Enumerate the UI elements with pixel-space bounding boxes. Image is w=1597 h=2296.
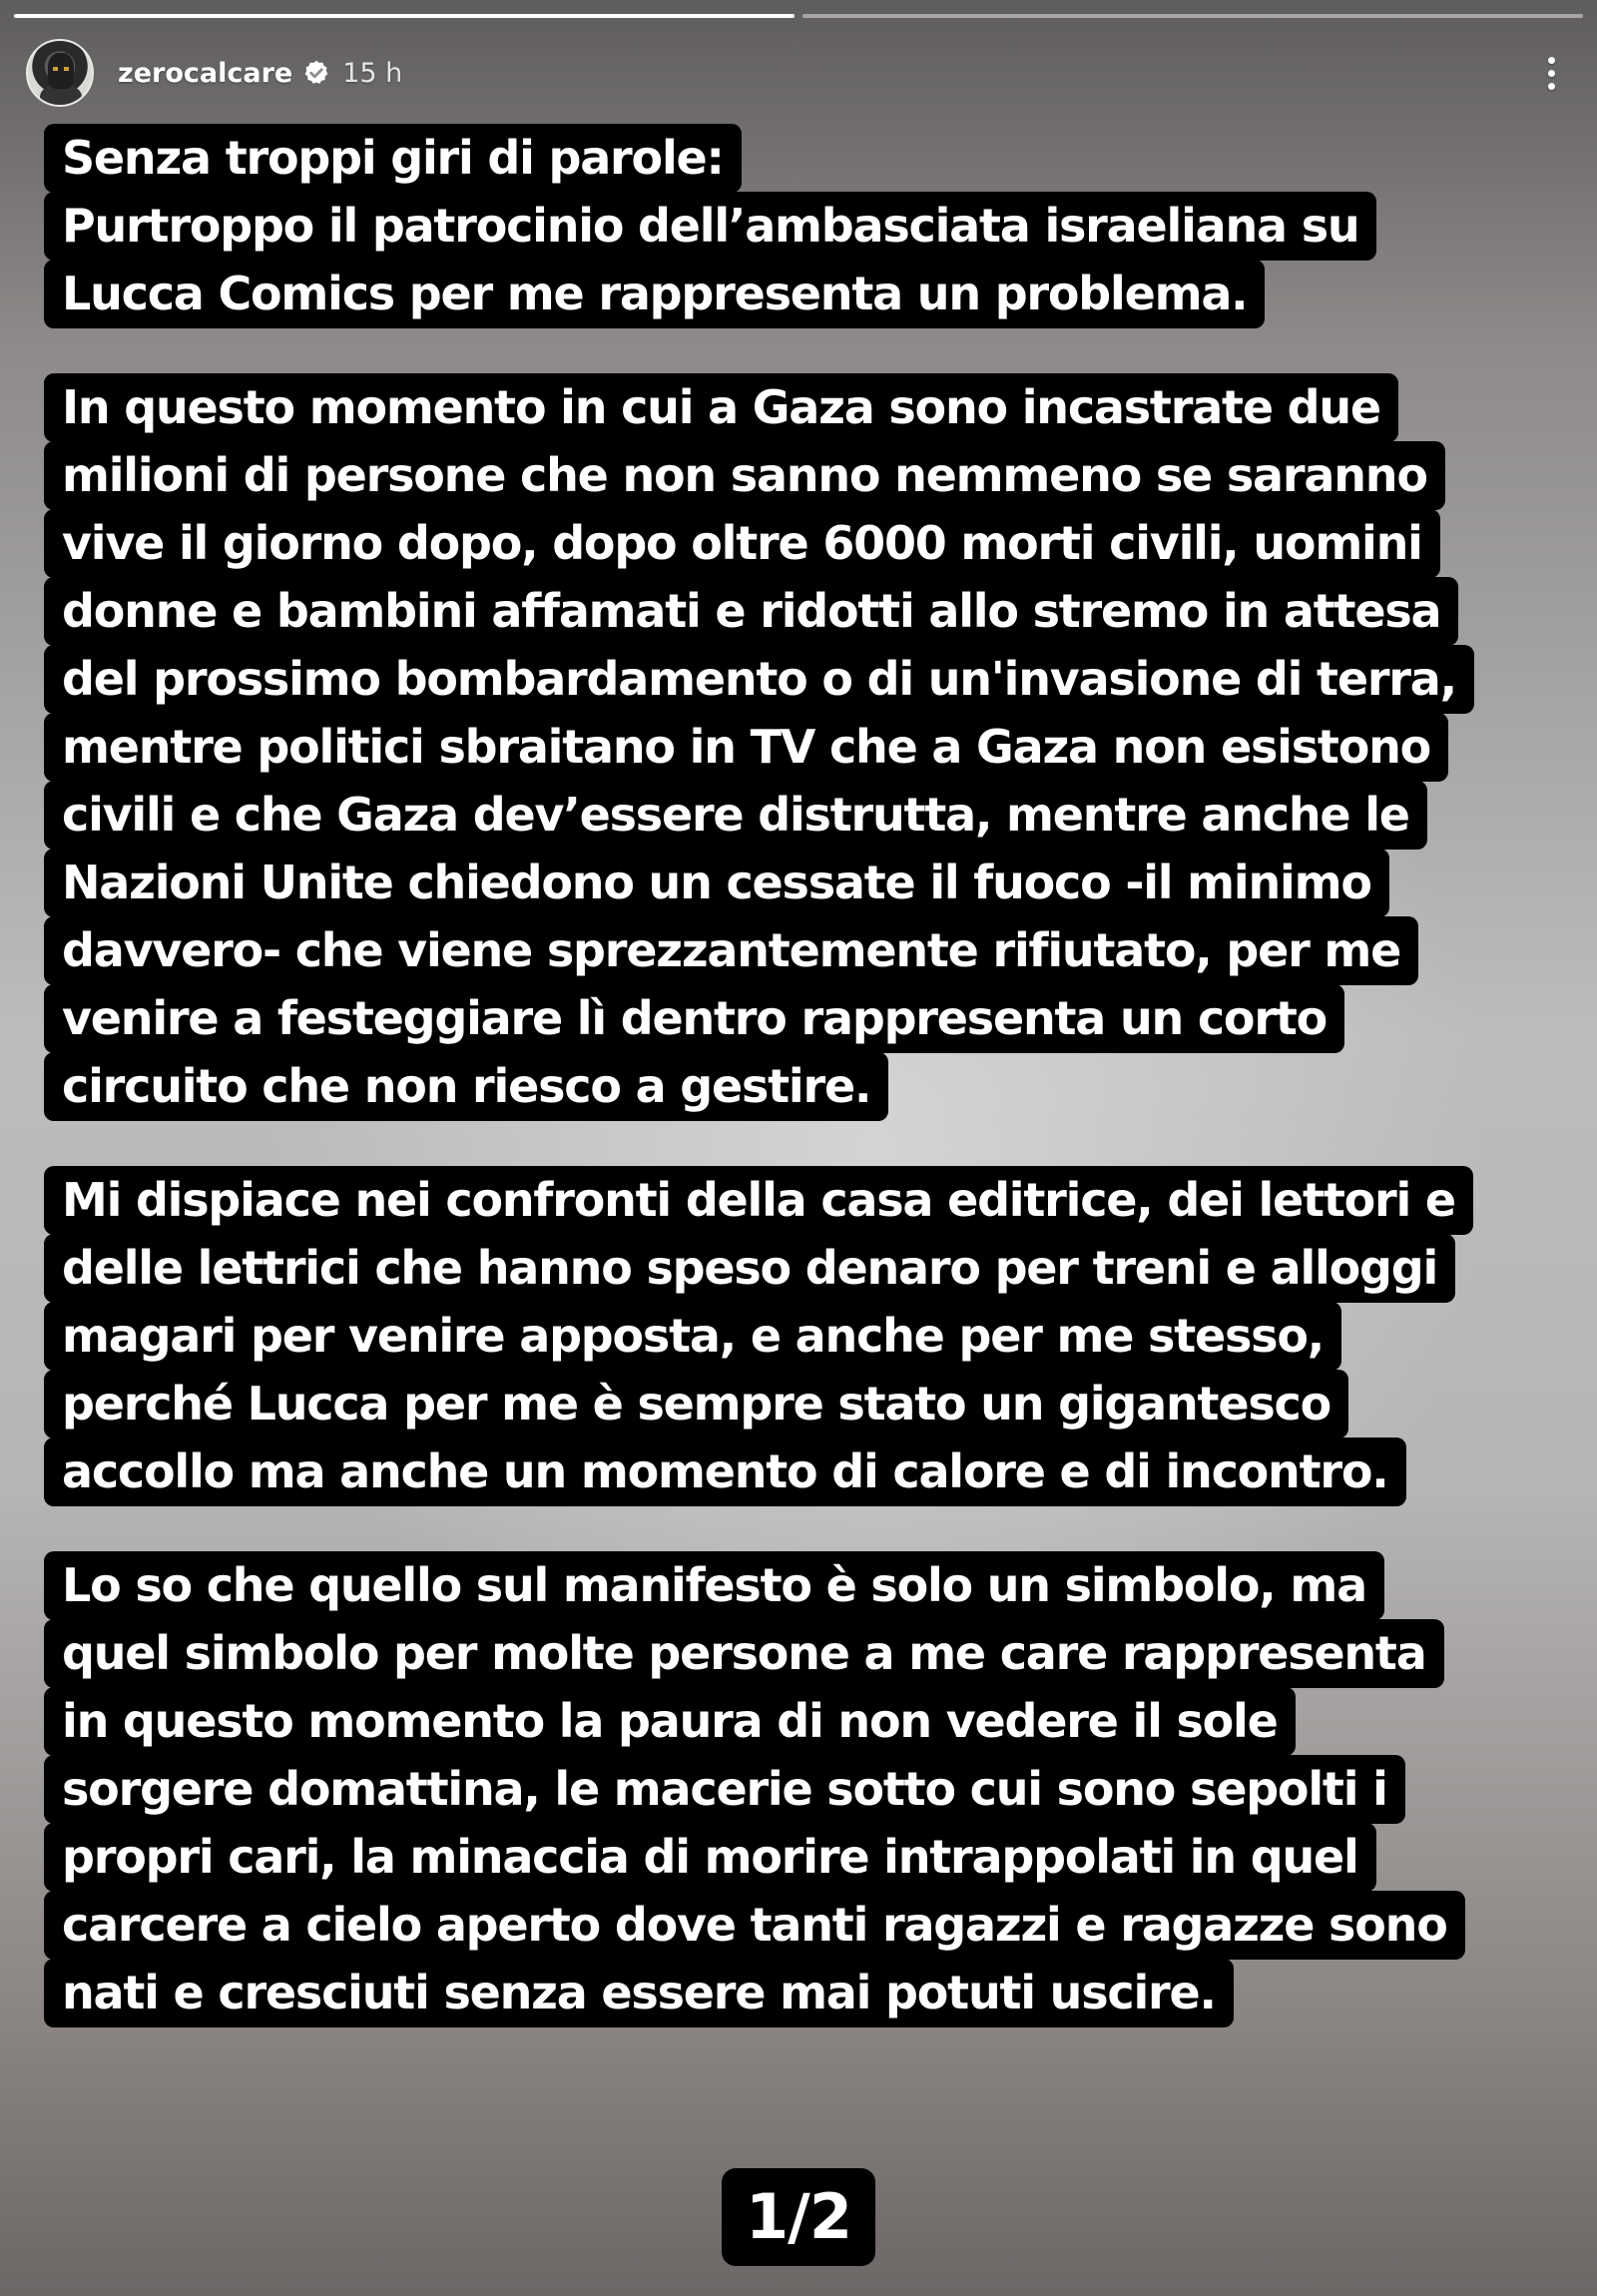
text-line: davvero- che viene sprezzantemente rifiutato, per me xyxy=(44,916,1418,985)
text-line: mentre politici sbraitano in TV che a Gaza non esistono xyxy=(44,713,1448,782)
text-line: del prossimo bombardamento o di un'invasione di terra, xyxy=(44,645,1474,714)
paragraph xyxy=(44,373,1561,1121)
text-line: Purtroppo il patrocinio dell’ambasciata israeliana su xyxy=(44,192,1376,261)
text-line: donne e bambini affamati e ridotti allo stremo in attesa xyxy=(44,577,1458,646)
text-line: Lo so che quello sul manifesto è solo un simbolo, ma xyxy=(44,1551,1384,1620)
text-line: Mi dispiace nei confronti della casa editrice, dei lettori e xyxy=(44,1166,1473,1235)
avatar-figure-head xyxy=(48,53,74,89)
paragraph xyxy=(44,1551,1561,2027)
text-line: Lucca Comics per me rappresenta un problema. xyxy=(44,260,1265,328)
text-line: accollo ma anche un momento di calore e di incontro. xyxy=(44,1437,1406,1506)
progress-segment xyxy=(14,14,795,18)
username[interactable]: zerocalcare xyxy=(118,57,293,89)
text-line: perché Lucca per me è sempre stato un gigantesco xyxy=(44,1370,1348,1438)
more-vertical-icon-dot xyxy=(1548,83,1555,90)
text-line: sorgere domattina, le macerie sotto cui sono sepolti i xyxy=(44,1755,1405,1824)
more-options-button[interactable] xyxy=(1531,43,1571,103)
paragraph xyxy=(44,1166,1561,1506)
story-progress-bar xyxy=(14,14,1583,19)
text-line: carcere a cielo aperto dove tanti ragazzi e ragazze sono xyxy=(44,1891,1465,1960)
more-vertical-icon xyxy=(1548,57,1555,64)
text-line: vive il giorno dopo, dopo oltre 6000 morti civili, uomini xyxy=(44,509,1440,578)
paragraph xyxy=(44,124,1561,328)
page-counter: 1/2 xyxy=(722,2168,875,2266)
text-line: civili e che Gaza dev’essere distrutta, mentre anche le xyxy=(44,781,1427,850)
text-line: in questo momento la paura di non vedere il sole xyxy=(44,1687,1296,1756)
text-line: Nazioni Unite chiedono un cessate il fuoco -il minimo xyxy=(44,849,1389,917)
text-line: magari per venire apposta, e anche per me stesso, xyxy=(44,1302,1341,1371)
text-line: propri cari, la minaccia di morire intrappolati in quel xyxy=(44,1823,1376,1892)
text-line: venire a festeggiare lì dentro rappresenta un corto xyxy=(44,984,1344,1053)
text-line: Senza troppi giri di parole: xyxy=(44,124,742,193)
story-header xyxy=(26,36,1571,110)
more-vertical-icon-dot xyxy=(1548,70,1555,77)
post-timestamp: 15 h xyxy=(342,57,403,89)
text-line: milioni di persone che non sanno nemmeno se saranno xyxy=(44,441,1445,510)
progress-segment xyxy=(802,14,1583,18)
text-line: quel simbolo per molte persone a me care rappresenta xyxy=(44,1619,1444,1688)
progress-fill xyxy=(14,14,795,18)
verified-badge-icon xyxy=(302,59,330,87)
text-line: nati e cresciuti senza essere mai potuti uscire. xyxy=(44,1959,1234,2027)
text-line: delle lettrici che hanno speso denaro per treni e alloggi xyxy=(44,1234,1455,1303)
avatar-figure-eyes xyxy=(53,67,69,71)
story-text-content xyxy=(44,124,1561,2072)
text-line: circuito che non riesco a gestire. xyxy=(44,1052,888,1121)
text-line: In questo momento in cui a Gaza sono incastrate due xyxy=(44,373,1398,442)
avatar[interactable] xyxy=(26,39,94,107)
